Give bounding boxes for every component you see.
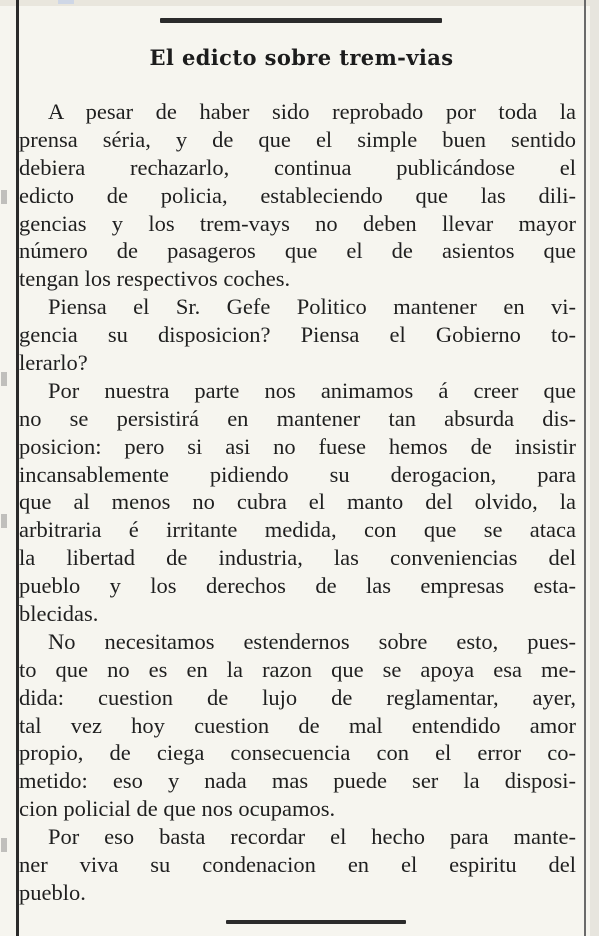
article-line: propio, de ciega consecuencia con el error co- [19,740,576,766]
right-column-rule [584,0,586,936]
article-line: debiera rechazarlo, continua publicándose el [19,154,576,180]
left-margin-mark [1,838,7,852]
article-line: no se persistirá en mantener tan absurda dis- [19,405,576,431]
bottom-divider-rule [226,920,406,924]
left-margin-mark [1,514,7,528]
article-title: El edicto sobre trem-vias [149,45,454,70]
article-line: Por nuestra parte nos animamos á creer que [48,377,576,403]
article-line: gencia su disposicion? Piensa el Gobierno to- [19,322,576,348]
article-line: edicto de policia, estableciendo que las dili- [19,182,576,208]
article-line: No necesitamos estendernos sobre esto, pues- [48,628,576,654]
article-line: lerarlo? [19,350,88,376]
article-line: cion policial de que nos ocupamos. [19,796,336,822]
article-line: gencias y los trem-vays no deben llevar mayor [19,210,576,236]
article-line: Piensa el Sr. Gefe Politico mantener en vi- [48,294,576,320]
article-line: prensa séria, y de que el simple buen sentido [19,126,576,152]
top-divider-rule [160,18,442,23]
left-margin-mark [1,372,7,386]
article-line: pueblo. [19,879,86,905]
article-line: A pesar de haber sido reprobado por toda la [48,99,576,124]
article-line: arbitraria é irritante medida, con que se ataca [19,517,576,543]
article-line: blecidas. [19,601,99,627]
article-body [19,98,576,907]
top-strip [0,0,599,6]
article-line: metido: eso y nada mas puede ser la disposi- [19,768,576,794]
article-line: dida: cuestion de lujo de reglamentar, ayer, [19,684,576,710]
article-line: to que no es en la razon que se apoya esa me- [19,656,576,682]
left-margin-mark [1,190,7,204]
right-page-edge [590,0,599,936]
article-line: incansablemente pidiendo su derogacion, para [19,461,576,487]
article-line: ner viva su condenacion en el espiritu del [19,852,576,878]
article-line: número de pasageros que el de asientos que [19,238,576,264]
top-tab-mark [58,0,74,4]
article-line: que al menos no cubra el manto del olvido, la [19,489,576,515]
article-line: posicion: pero si asi no fuese hemos de insistir [19,433,576,459]
article-line: tengan los respectivos coches. [19,266,291,292]
article-line: la libertad de industria, las conveniencias del [19,545,576,571]
article-line: pueblo y los derechos de las empresas esta- [19,573,576,599]
article-line: tal vez hoy cuestion de mal entendido amor [19,712,576,738]
article-line: Por eso basta recordar el hecho para mante- [48,824,576,850]
